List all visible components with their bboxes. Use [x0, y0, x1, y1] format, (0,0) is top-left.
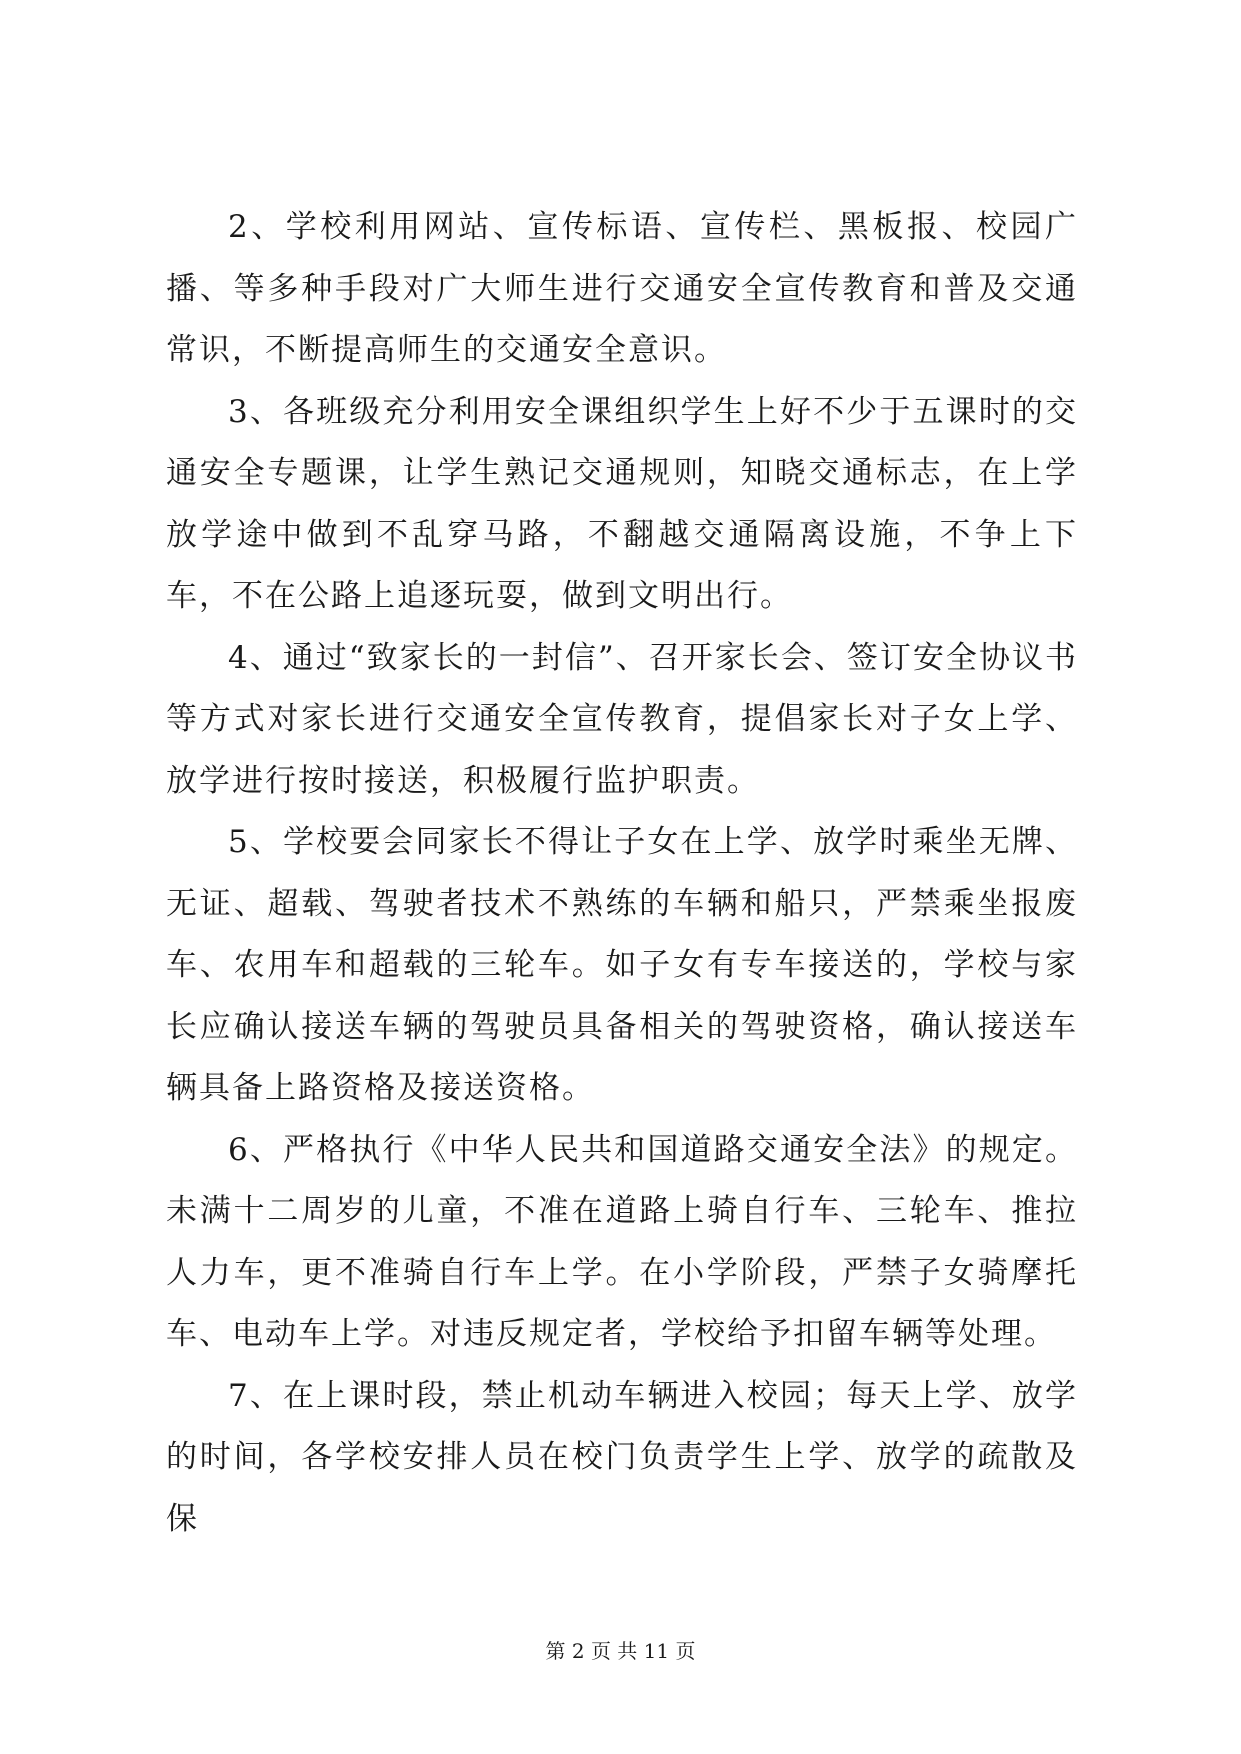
page-number-footer: 第 2 页 共 11 页: [545, 1639, 696, 1663]
document-body: [166, 197, 1078, 1550]
paragraph-item-2: 2、学校利用网站、宣传标语、宣传栏、黑板报、校园广播、等多种手段对广大师生进行交通安全宣传教育和普及交通常识，不断提高师生的交通安全意识。: [166, 209, 1078, 368]
paragraph-item-4: 4、通过“致家长的一封信”、召开家长会、签订安全协议书等方式对家长进行交通安全宣传教育，提倡家长对子女上学、放学进行按时接送，积极履行监护职责。: [166, 639, 1078, 799]
paragraph-item-7: 7、在上课时段，禁止机动车辆进入校园；每天上学、放学的时间，各学校安排人员在校门负责学生上学、放学的疏散及保: [166, 1377, 1078, 1537]
paragraph-item-6: 6、严格执行《中华人民共和国道路交通安全法》的规定。未满十二周岁的儿童，不准在道路上骑自行车、三轮车、推拉人力车，更不准骑自行车上学。在小学阶段，严禁子女骑摩托车、电动车上学。对违反规定者，学校给予扣留车辆等处理。: [166, 1131, 1078, 1352]
paragraph-item-3: 3、各班级充分利用安全课组织学生上好不少于五课时的交通安全专题课，让学生熟记交通规则，知晓交通标志，在上学放学途中做到不乱穿马路，不翻越交通隔离设施，不争上下车，不在公路上追逐玩耍，做到文明出行。: [166, 393, 1078, 614]
paragraph-item-5: 5、学校要会同家长不得让子女在上学、放学时乘坐无牌、无证、超载、驾驶者技术不熟练的车辆和船只，严禁乘坐报废车、农用车和超载的三轮车。如子女有专车接送的，学校与家长应确认接送车辆的驾驶员具备相关的驾驶资格，确认接送车辆具备上路资格及接送资格。: [166, 824, 1078, 1106]
